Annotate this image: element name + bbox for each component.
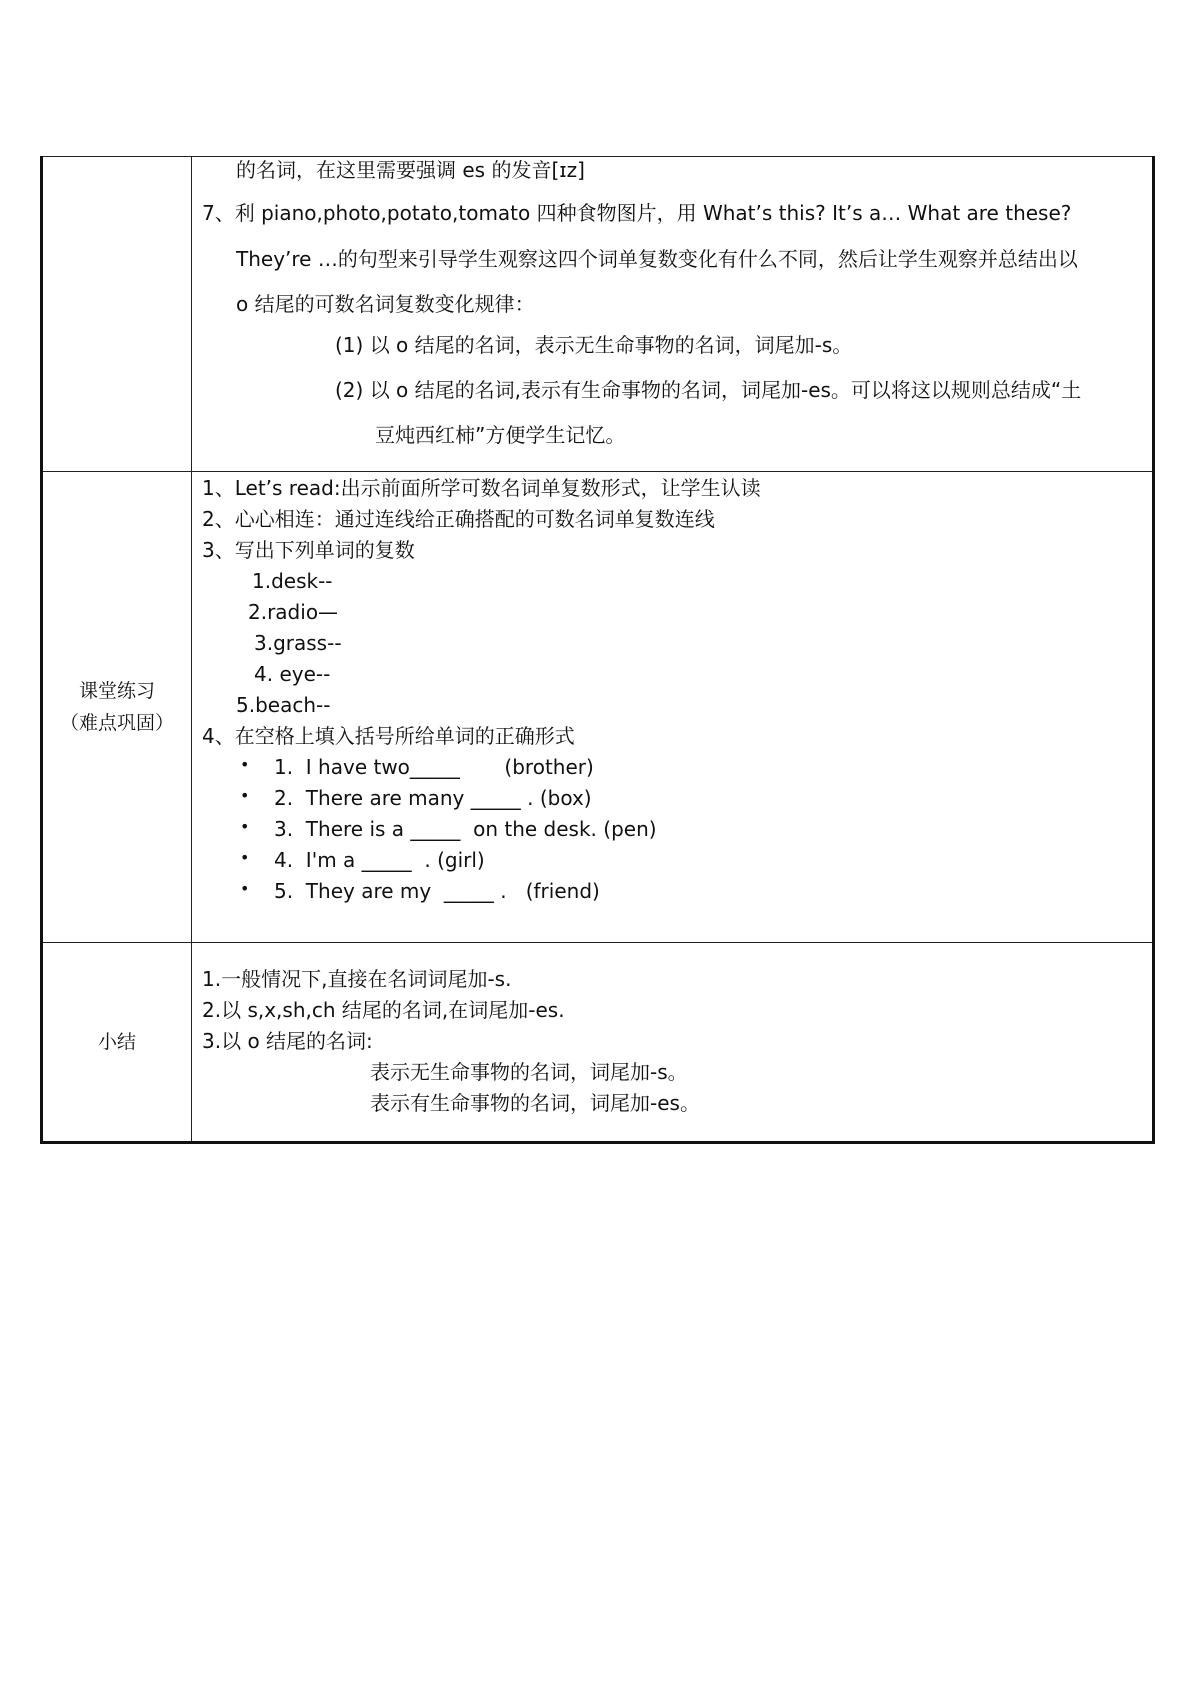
bullet-icon: • [240,755,250,774]
row-content [192,943,1154,1143]
summary-line: 3.以 o 结尾的名词: [202,1029,373,1053]
list-item: 4、在空格上填入括号所给单词的正确形式 [202,724,575,748]
summary-line: 表示无生命事物的名词，词尾加-s。 [370,1060,688,1084]
text-line: o 结尾的可数名词复数变化规律： [236,292,535,316]
bullet-icon: • [240,817,250,836]
row-label-empty [42,157,192,472]
word-item: 1.desk-- [252,569,333,593]
text-line: 7、利 piano,photo,potato,tomato 四种食物图片，用 What’s this? It’s a… What are these? [202,201,1072,225]
sentence-item: 1. I have two_____ (brother) [274,755,594,779]
summary-line: 2.以 s,x,sh,ch 结尾的名词,在词尾加-es. [202,998,565,1022]
table-row [42,943,1154,1143]
word-item: 5.beach-- [236,693,331,717]
text-line: (1) 以 o 结尾的名词，表示无生命事物的名词，词尾加-s。 [335,333,853,357]
summary-line: 1.一般情况下,直接在名词词尾加-s. [202,967,512,991]
row-label [42,472,192,943]
row-label: 小结 [42,943,192,1143]
word-item: 4. eye-- [254,662,331,686]
bullet-icon: • [240,786,250,805]
sentence-item: 5. They are my _____ . (friend) [274,879,600,903]
list-item: 1、Let’s read:出示前面所学可数名词单复数形式，让学生认读 [202,476,761,500]
text-line: (2) 以 o 结尾的名词,表示有生命事物的名词，词尾加-es。可以将这以规则总结成“土 [335,378,1082,402]
sentence-item: 3. There is a _____ on the desk. (pen) [274,817,657,841]
text-line: They’re …的句型来引导学生观察这四个词单复数变化有什么不同，然后让学生观察并总结出以 [236,247,1078,271]
word-item: 2.radio— [248,600,339,624]
bullet-icon: • [240,848,250,867]
text-line: 豆炖西红柿”方便学生记忆。 [375,423,626,447]
word-item: 3.grass-- [254,631,342,655]
sentence-item: 4. I'm a _____ . (girl) [274,848,485,872]
label-line: 课堂练习 [78,680,155,702]
text-line: 的名词，在这里需要强调 es 的发音[ɪz] [236,158,585,182]
row-content [192,472,1154,943]
table-row [42,157,1154,472]
row-content [192,157,1154,472]
list-item: 2、心心相连：通过连线给正确搭配的可数名词单复数连线 [202,507,715,531]
table-row [42,472,1154,943]
label-line: （难点巩固） [59,712,174,734]
lesson-plan-table [40,156,1155,1144]
list-item: 3、写出下列单词的复数 [202,538,415,562]
sentence-item: 2. There are many _____ . (box) [274,786,592,810]
summary-line: 表示有生命事物的名词，词尾加-es。 [370,1091,700,1115]
bullet-icon: • [240,879,250,898]
